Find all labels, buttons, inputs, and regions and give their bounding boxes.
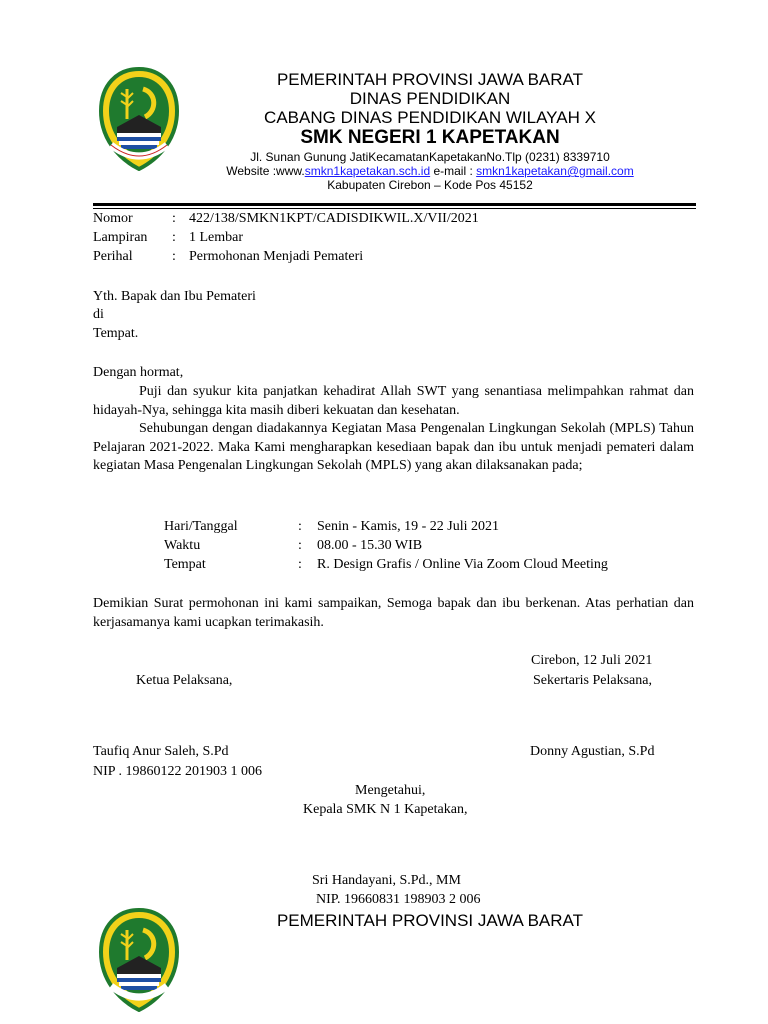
email-label: e-mail : (430, 164, 477, 178)
place-date: Cirebon, 12 Juli 2021 (531, 653, 653, 668)
paragraph-closing: Demikian Surat permohonan ini kami sampaikan, Semoga bapak dan ibu berkenan. Atas perhatian dan kerjasamanya kami ucapkan terimakasih. (93, 596, 694, 630)
letterhead-divider-thin (93, 208, 696, 209)
meta-label: Perihal (93, 249, 133, 264)
meta-sep: : (172, 249, 176, 264)
event-value-date: Senin - Kamis, 19 - 22 Juli 2021 (317, 519, 499, 534)
event-label: Tempat (164, 557, 206, 572)
recipient-line-3: Tempat. (93, 326, 139, 341)
letterhead-divider-thick (93, 203, 696, 206)
school-region: Kabupaten Cirebon – Kode Pos 45152 (327, 178, 533, 192)
recipient-line-2: di (93, 307, 104, 322)
event-sep: : (298, 519, 302, 534)
left-signer-nip: NIP . 19860122 201903 1 006 (93, 764, 263, 779)
website-link[interactable]: smkn1kapetakan.sch.id (304, 164, 431, 178)
event-label: Waktu (164, 538, 201, 553)
website-label: Website :www. (226, 164, 305, 178)
greeting: Dengan hormat, (93, 365, 184, 380)
left-signer-name: Taufiq Anur Saleh, S.Pd (93, 744, 229, 759)
header-line-3: CABANG DINAS PENDIDIKAN WILAYAH X (264, 108, 596, 127)
event-value-place: R. Design Grafis / Online Via Zoom Cloud Meeting (317, 557, 608, 572)
meta-value-perihal: Permohonan Menjadi Pemateri (189, 249, 364, 264)
next-page-header-line-1: PEMERINTAH PROVINSI JAWA BARAT (276, 911, 584, 930)
school-name: SMK NEGERI 1 KAPETAKAN (300, 127, 560, 148)
paragraph-purpose: Sehubungan dengan diadakannya Kegiatan Masa Pengenalan Lingkungan Sekolah (MPLS) Tahun Pelajaran 2021-2022. Maka Kami mengharapkan kesediaan bapak dan ibu untuk menjadi pemateri dalam kegiatan Masa Pengenalan Lingkungan Sekolah (MPLS) yang akan dilaksanakan pada; (93, 421, 694, 473)
paragraph-opening: Puji dan syukur kita panjatkan kehadirat Allah SWT yang senantiasa melimpahkan rahmat dan hidayah-Nya, sehingga kita masih diberi kekuatan dan kesehatan. (93, 384, 694, 418)
email-link[interactable]: smkn1kapetakan@gmail.com (476, 164, 634, 178)
event-value-time: 08.00 - 15.30 WIB (317, 538, 423, 553)
meta-sep: : (172, 211, 176, 226)
school-contact (150, 164, 710, 178)
header-line-1: PEMERINTAH PROVINSI JAWA BARAT (276, 70, 584, 89)
right-signer-title: Sekertaris Pelaksana, (533, 673, 652, 688)
meta-value-lampiran: 1 Lembar (189, 230, 244, 245)
recipient-line-1: Yth. Bapak dan Ibu Pemateri (93, 289, 256, 304)
meta-value-nomor: 422/138/SMKN1KPT/CADISDIKWIL.X/VII/2021 (189, 211, 479, 226)
event-sep: : (298, 557, 302, 572)
meta-label: Nomor (93, 211, 133, 226)
header-line-2: DINAS PENDIDIKAN (349, 89, 511, 108)
head-signer-nip: NIP. 19660831 198903 2 006 (316, 892, 481, 907)
left-signer-title: Ketua Pelaksana, (136, 673, 233, 688)
right-signer-name: Donny Agustian, S.Pd (530, 744, 655, 759)
school-address: Jl. Sunan Gunung JatiKecamatanKapetakanNo.Tlp (0231) 8339710 (250, 150, 610, 164)
meta-label: Lampiran (93, 230, 148, 245)
event-label: Hari/Tanggal (164, 519, 238, 534)
head-signer-title: Kepala SMK N 1 Kapetakan, (303, 802, 468, 817)
event-sep: : (298, 538, 302, 553)
head-signer-name: Sri Handayani, S.Pd., MM (312, 873, 461, 888)
meta-sep: : (172, 230, 176, 245)
acknowledged-label: Mengetahui, (355, 783, 426, 798)
